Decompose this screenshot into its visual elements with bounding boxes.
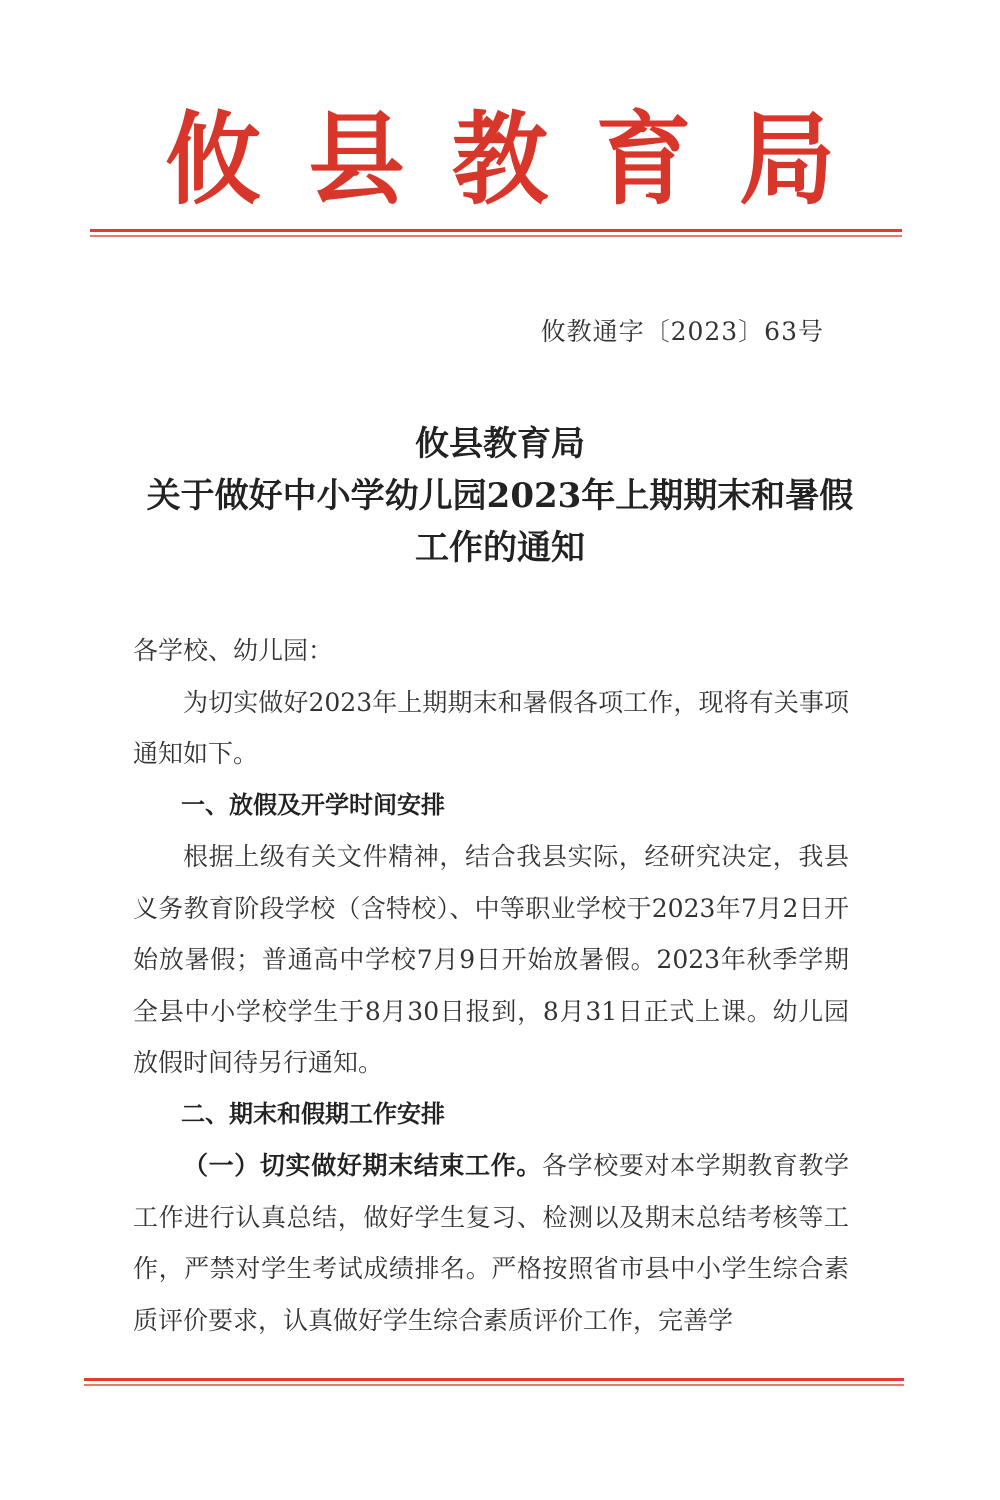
title-line-2: 关于做好中小学幼儿园2023年上期期末和暑假 — [146, 476, 854, 516]
header-char: 县 — [308, 100, 405, 219]
section-2-item-1-text: 各学校要对本学期教育教学工作进行认真总结，做好学生复习、检测以及期末总结考核等工作，严禁对学生考试成绩排名。严格按照省市县中小学生综合素质评价要求，认真做好学生综合素质评价工作，完善学 — [133, 1151, 849, 1335]
document-title — [0, 418, 1000, 574]
title-line-3: 工作的通知 — [415, 528, 585, 568]
header-char: 育 — [595, 100, 692, 219]
issuing-authority-header — [165, 100, 835, 219]
document-body — [133, 625, 849, 1346]
salutation: 各学校、幼儿园： — [133, 636, 334, 665]
header-char: 局 — [739, 100, 835, 219]
title-line-1: 攸县教育局 — [415, 424, 585, 464]
intro-paragraph: 为切实做好2023年上期期末和暑假各项工作，现将有关事项通知如下。 — [133, 687, 849, 768]
section-2-item-1 — [133, 1140, 849, 1346]
section-2-item-1-lead: （一）切实做好期末结束工作。 — [183, 1151, 542, 1180]
header-red-divider — [90, 229, 902, 232]
section-2-heading: 二、期末和假期工作安排 — [181, 1099, 445, 1128]
section-1-paragraph: 根据上级有关文件精神，结合我县实际，经研究决定，我县义务教育阶段学校（含特校）、中等职业学校于2023年7月2日开始放暑假；普通高中学校7月9日开始放暑假。2023年秋季学期全县中小学校学生于8月30日报到，8月31日正式上课。幼儿园放假时间待另行通知。 — [133, 842, 849, 1077]
document-number: 攸教通字〔2023〕63号 — [540, 317, 824, 346]
section-1-heading: 一、放假及开学时间安排 — [181, 790, 445, 819]
header-char: 教 — [452, 100, 548, 219]
header-char: 攸 — [165, 100, 261, 219]
footer-red-divider — [84, 1378, 904, 1381]
